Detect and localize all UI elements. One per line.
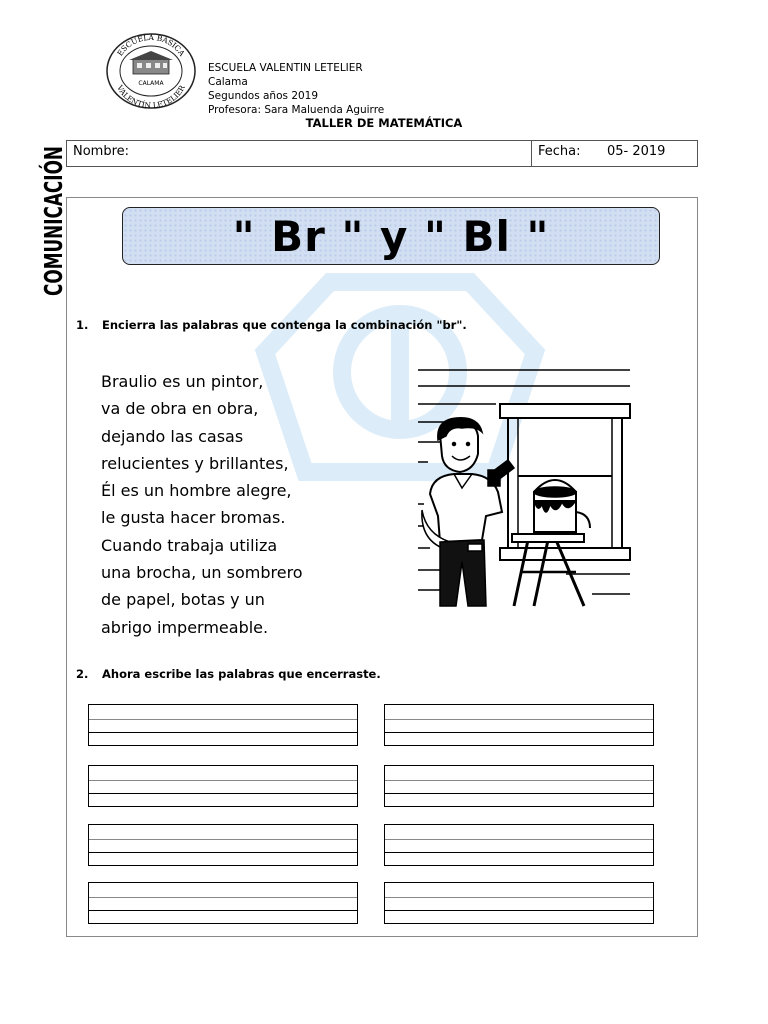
poem-line: dejando las casas — [101, 426, 244, 446]
school-seal-logo — [105, 32, 197, 110]
poem-line: Braulio es un pintor, — [101, 372, 264, 391]
name-date-row — [66, 140, 698, 167]
poem-line: de papel, botas y un — [101, 590, 265, 610]
teacher-name: Profesora: Sara Maluenda Aguirre — [208, 104, 385, 116]
poem-line: Cuando trabaja utiliza — [101, 535, 278, 555]
writing-box-8[interactable] — [384, 882, 654, 924]
name-label: Nombre: — [73, 144, 130, 159]
writing-box-4[interactable] — [384, 765, 654, 807]
side-label-text: COMUNICACIÓN — [39, 73, 68, 296]
painter-illustration — [416, 364, 634, 608]
title-banner — [122, 207, 660, 265]
question-2-text: Ahora escribe las palabras que encerraste. — [102, 667, 381, 681]
subject-side-label — [14, 73, 68, 298]
poem-line: abrigo impermeable. — [101, 617, 269, 637]
poem-line: le gusta hacer bromas. — [101, 508, 286, 528]
workshop-title: TALLER DE MATEMÁTICA — [305, 116, 463, 130]
svg-text:ESCUELA BÁSICA: ESCUELA BÁSICA — [115, 32, 187, 58]
writing-box-2[interactable] — [384, 704, 654, 746]
question-2-number: 2. — [76, 667, 89, 681]
svg-text:CALAMA: CALAMA — [138, 80, 164, 87]
worksheet-title: " Br " y " Bl " — [232, 211, 550, 261]
question-1-text: Encierra las palabras que contenga la combinación "br". — [102, 318, 467, 332]
row-divider — [531, 141, 532, 166]
writing-box-6[interactable] — [384, 824, 654, 866]
date-value: 05- 2019 — [607, 144, 666, 159]
school-name: ESCUELA VALENTIN LETELIER — [208, 62, 363, 74]
date-label: Fecha: — [538, 144, 581, 159]
question-1-number: 1. — [76, 318, 89, 332]
poem — [101, 368, 303, 641]
school-grade: Segundos años 2019 — [208, 90, 319, 102]
svg-text:VALENTÍN LETELIER: VALENTÍN LETELIER — [115, 83, 187, 110]
school-city: Calama — [208, 76, 248, 88]
writing-box-3[interactable] — [88, 765, 358, 807]
poem-line: una brocha, un sombrero — [101, 563, 303, 583]
poem-line: Él es un hombre alegre, — [101, 481, 292, 501]
writing-box-1[interactable] — [88, 704, 358, 746]
writing-box-7[interactable] — [88, 882, 358, 924]
poem-line: relucientes y brillantes, — [101, 453, 289, 473]
poem-line: va de obra en obra, — [101, 399, 259, 419]
writing-box-5[interactable] — [88, 824, 358, 866]
